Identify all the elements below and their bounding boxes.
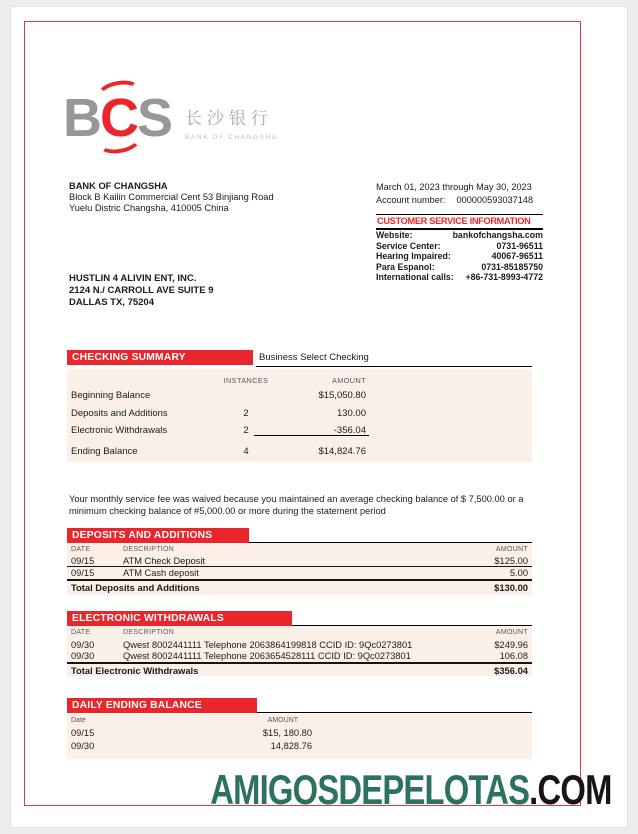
account-type-label: Business Select Checking xyxy=(259,352,369,363)
daily-balance-column-headers: Date AMOUNT xyxy=(71,717,298,724)
deposits-section xyxy=(67,528,532,598)
cs-label: Website: xyxy=(376,230,413,240)
deposits-column-headers: DATE DESCRIPTION AMOUNT xyxy=(71,546,528,553)
cs-value: 0731-85185750 xyxy=(481,261,543,272)
withdrawals-column-headers: DATE DESCRIPTION AMOUNT xyxy=(71,629,528,636)
checking-summary-table xyxy=(67,369,532,462)
customer-service-row xyxy=(376,273,543,283)
daily-balance-header: DAILY ENDING BALANCE xyxy=(67,698,257,713)
account-number-value: 000000593037148 xyxy=(456,194,534,205)
cs-value: bankofchangsha.com xyxy=(452,230,543,240)
customer-name: HUSTLIN 4 ALIVIN ENT, INC. xyxy=(69,273,197,284)
statement-period: March 01, 2023 through May 30, 2023 xyxy=(376,182,532,192)
summary-row: Ending Balance 4 $14,824.76 xyxy=(71,445,366,457)
statement-page xyxy=(10,6,628,828)
customer-service-row xyxy=(376,263,543,273)
deposits-table xyxy=(67,543,532,595)
logo-wordmark xyxy=(185,104,278,145)
account-number-label: Account number: xyxy=(376,194,446,205)
summary-column-headers xyxy=(67,373,366,387)
bank-address-name: BANK OF CHANGSHA xyxy=(69,181,168,191)
table-row: 09/30 Qwest 8002441111 Telephone 2063864199818 CCID ID: 9Qc0273801 $249.96 xyxy=(71,639,528,650)
daily-balance-table xyxy=(67,714,532,759)
header-rule xyxy=(257,712,532,713)
customer-service-title: CUSTOMER SERVICE INFORMATION xyxy=(376,215,543,230)
logo-letters xyxy=(63,88,172,148)
cs-label: International calls: xyxy=(376,272,454,283)
checking-summary-header: CHECKING SUMMARY xyxy=(67,350,253,365)
logo-letter-c: C xyxy=(100,91,137,145)
customer-service-row xyxy=(376,231,543,241)
customer-service-box xyxy=(376,214,543,283)
bank-name-english: BANK OF CHANGSHA xyxy=(185,134,278,141)
table-row: 09/15 ATM Check Deposit $125.00 xyxy=(67,556,532,567)
ending-balance-rule xyxy=(254,435,369,436)
logo-letter-b: B xyxy=(63,88,100,148)
cs-value: 0731-96511 xyxy=(496,240,543,251)
watermark-tld: .COM xyxy=(529,766,612,813)
cs-label: Para Espanol: xyxy=(376,261,435,272)
table-row: 09/30 14,828.76 xyxy=(71,740,312,751)
statement-info xyxy=(376,181,543,206)
withdrawals-table xyxy=(67,626,532,676)
logo-letter-s: S xyxy=(137,88,172,148)
watermark-name: AMIGOSDEPELOTAS xyxy=(210,766,530,813)
customer-address-line2: DALLAS TX, 75204 xyxy=(69,297,154,308)
deposits-header: DEPOSITS AND ADDITIONS xyxy=(67,528,249,543)
withdrawals-section xyxy=(67,611,532,681)
summary-row: Beginning Balance $15,050.80 xyxy=(71,390,366,402)
bank-name-chinese: 长沙银行 xyxy=(185,109,274,128)
site-watermark xyxy=(210,766,612,813)
header-rule xyxy=(256,366,532,367)
service-fee-note: Your monthly service fee was waived because you maintained an average checking balance of $ 7,500.00 or a minimum checking balance of #5,000.00 or more during the statement period xyxy=(69,494,524,516)
amount-column-header: AMOUNT xyxy=(331,375,366,385)
withdrawals-header: ELECTRONIC WITHDRAWALS xyxy=(67,611,292,626)
daily-balance-section xyxy=(67,698,532,763)
checking-summary-section xyxy=(67,350,532,465)
table-row: 09/15 $15, 180.80 xyxy=(71,727,312,738)
account-number-row xyxy=(376,194,543,207)
bank-logo xyxy=(63,88,278,148)
customer-service-row xyxy=(376,252,543,262)
summary-row: Electronic Withdrawals 2 -356.04 xyxy=(71,425,366,437)
table-row: 09/30 Qwest 8002441111 Telephone 2063654528111 CCID ID: 9Qc0273801 106.08 xyxy=(71,650,528,661)
summary-row: Deposits and Additions 2 130.00 xyxy=(71,407,366,419)
bank-address xyxy=(69,181,274,214)
deposits-total-row: Total Deposits and Additions $130.00 xyxy=(67,579,532,593)
cs-label: Hearing Impaired: xyxy=(376,251,451,262)
customer-address xyxy=(69,273,213,309)
cs-label: Service Center: xyxy=(376,240,441,251)
table-row: 09/15 ATM Cash deposit 5.00 xyxy=(71,567,528,578)
bank-address-line2: Yuelu Distric Changsha, 410005 China xyxy=(69,203,229,213)
instances-column-header: INSTANCES xyxy=(223,375,269,385)
withdrawals-total-row: Total Electronic Withdrawals $356.04 xyxy=(67,662,532,676)
bank-address-line1: Block B Kailin Commercial Cent 53 Binjiang Road xyxy=(69,192,274,202)
customer-address-line1: 2124 N./ CARROLL AVE SUITE 9 xyxy=(69,285,214,296)
cs-value: 40067-96511 xyxy=(491,251,543,262)
customer-service-row xyxy=(376,242,543,252)
cs-value: +86-731-8993-4772 xyxy=(465,272,543,283)
